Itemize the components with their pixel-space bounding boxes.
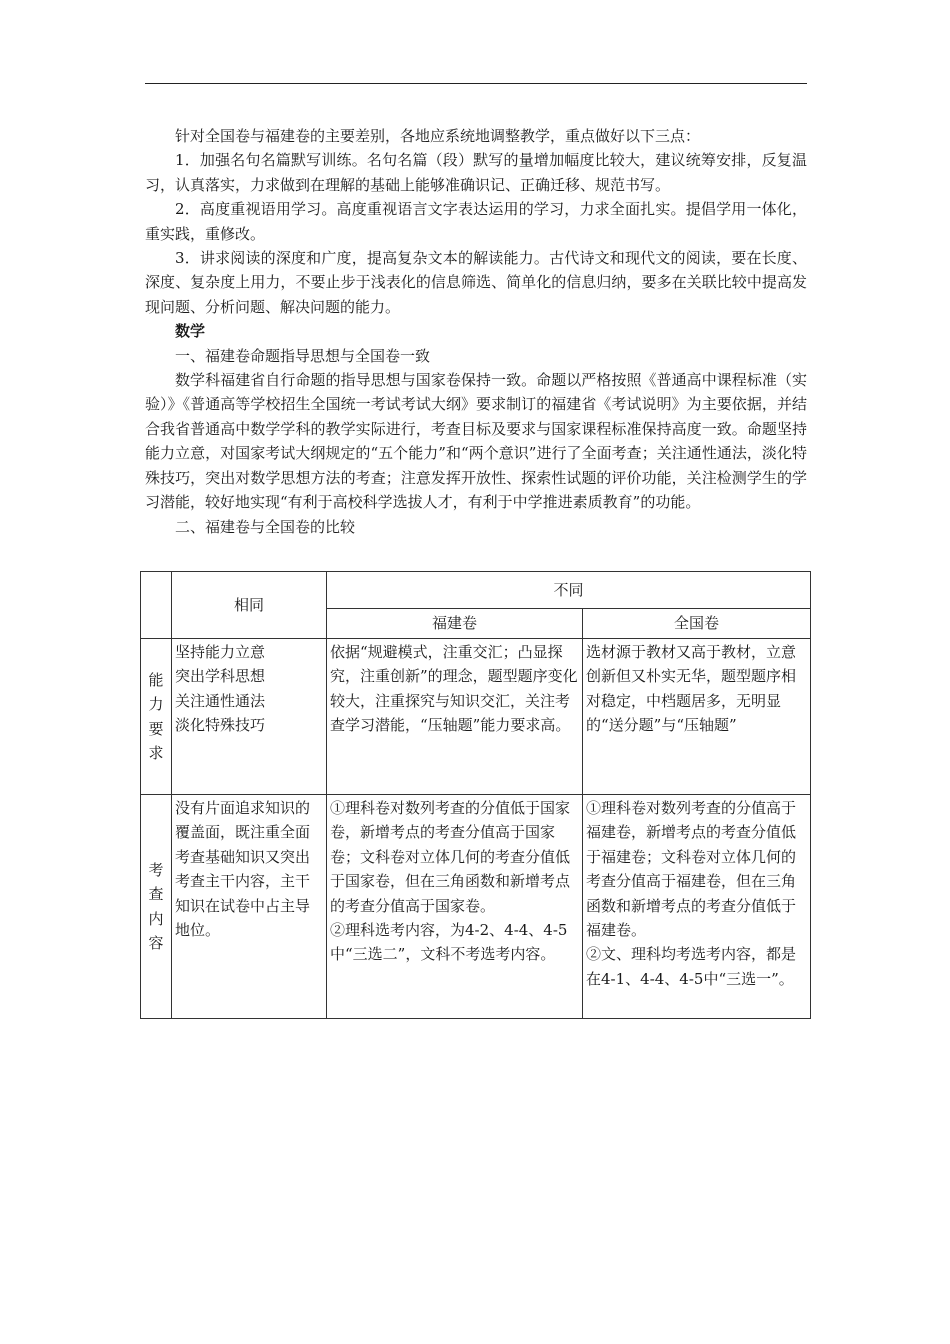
math-heading: 数学 bbox=[175, 322, 206, 341]
ability-same-cell bbox=[172, 639, 327, 795]
section-1-body: 数学科福建省自行命题的指导思想与国家卷保持一致。命题以严格按照《普通高中课程标准（实验）》《普通高等学校招生全国统一考试考试大纲》要求制订的福建省《考试说明》为主要依据，并结合我省普通高中数学学科的教学实际进行，考查目标及要求与国家课程标准保持高度一致。命题坚持能力立意，对国家考试大纲规定的“五个能力”和“两个意识”进行了全面考查；关注通性通法，淡化特殊技巧，突出对数学思想方法的考查；注意发挥开放性、探索性试题的评价功能，关注检测学生的学习潜能，较好地实现“有利于高校科学选拔人才，有利于中学推进素质教育”的功能。 bbox=[145, 371, 807, 512]
row-label-ability: 能力要求 bbox=[141, 639, 172, 795]
row-label-content: 考查内容 bbox=[141, 795, 172, 1019]
content-fujian-cell bbox=[327, 795, 583, 1019]
point-1-paragraph: 1．加强名句名篇默写训练。名句名篇（段）默写的量增加幅度比较大，建议统筹安排，反复温习，认真落实，力求做到在理解的基础上能够准确识记、正确迁移、规范书写。 bbox=[145, 151, 807, 194]
ability-same-line: 坚持能力立意 bbox=[175, 643, 266, 661]
header-rule bbox=[145, 83, 807, 84]
header-fujian: 福建卷 bbox=[327, 609, 583, 639]
table-row bbox=[141, 639, 811, 795]
point-3-paragraph: 3．讲求阅读的深度和广度，提高复杂文本的解读能力。古代诗文和现代文的阅读，要在长度、深度、复杂度上用力，不要止步于浅表化的信息筛选、简单化的信息归纳，要多在关联比较中提高发现问题、分析问题、解决问题的能力。 bbox=[145, 249, 807, 316]
corner-cell bbox=[141, 572, 172, 639]
header-same: 相同 bbox=[172, 572, 327, 639]
content-national-item-1: ①理科卷对数列考查的分值高于福建卷，新增考点的考查分值低于福建卷；文科卷对立体几何的考查分值高于福建卷，但在三角函数和新增考点的考查分值低于福建卷。 bbox=[586, 799, 797, 940]
content-national-cell bbox=[583, 795, 811, 1019]
document-body bbox=[145, 124, 807, 539]
comparison-table bbox=[140, 571, 811, 1019]
header-national: 全国卷 bbox=[583, 609, 811, 639]
ability-fujian-cell: 依据“规避模式，注重交汇；凸显探究，注重创新”的理念，题型题序变化较大，注重探究与知识交汇，关注考查学习潜能，“压轴题”能力要求高。 bbox=[327, 639, 583, 795]
content-same-cell: 没有片面追求知识的覆盖面，既注重全面考查基础知识又突出考查主干内容，主干知识在试卷中占主导地位。 bbox=[172, 795, 327, 1019]
content-fujian-item-2: ②理科选考内容，为4-2、4-4、4-5中“三选二”，文科不考选考内容。 bbox=[330, 921, 568, 964]
point-2-paragraph: 2．高度重视语用学习。高度重视语言文字表达运用的学习，力求全面扎实。提倡学用一体化，重实践，重修改。 bbox=[145, 200, 807, 243]
section-2-title: 二、福建卷与全国卷的比较 bbox=[175, 517, 356, 536]
ability-national-cell: 选材源于教材又高于教材，立意创新但又朴实无华，题型题序相对稳定，中档题居多，无明显的“送分题”与“压轴题” bbox=[583, 639, 811, 795]
section-1-title: 一、福建卷命题指导思想与全国卷一致 bbox=[175, 346, 431, 365]
content-national-item-2: ②文、理科均考选考内容，都是在4-1、4-4、4-5中“三选一”。 bbox=[586, 945, 797, 988]
table-row bbox=[141, 795, 811, 1019]
ability-same-line: 突出学科思想 bbox=[175, 667, 266, 686]
content-fujian-item-1: ①理科卷对数列考查的分值低于国家卷，新增考点的考查分值高于国家卷；文科卷对立体几何的考查分值低于国家卷，但在三角函数和新增考点的考查分值高于国家卷。 bbox=[330, 799, 571, 915]
header-different: 不同 bbox=[327, 572, 811, 609]
table-header-row bbox=[141, 572, 811, 609]
ability-same-line: 淡化特殊技巧 bbox=[175, 716, 266, 735]
intro-paragraph: 针对全国卷与福建卷的主要差别，各地应系统地调整教学，重点做好以下三点： bbox=[175, 127, 701, 145]
ability-same-line: 关注通性通法 bbox=[175, 691, 266, 710]
